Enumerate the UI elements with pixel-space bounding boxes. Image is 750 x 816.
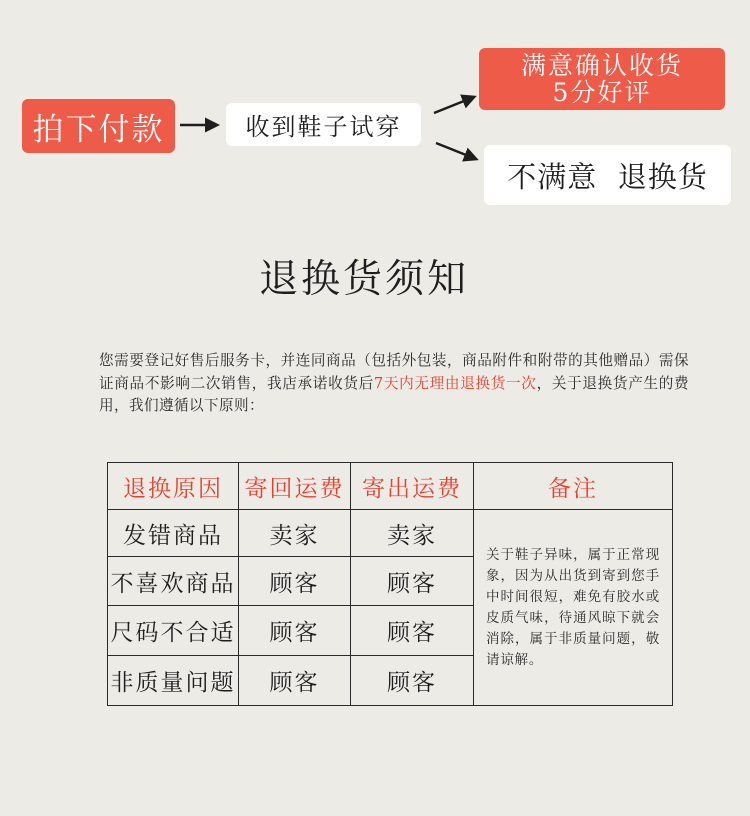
step-pay-label: 拍下付款 — [32, 111, 165, 148]
satisfied-line1: 满意确认收货 — [520, 51, 683, 80]
step-pay — [22, 99, 175, 153]
table-header-row — [108, 463, 673, 510]
row-send-shipping: 顾客 — [351, 557, 474, 606]
unsatisfied-label: 不满意 退换货 — [507, 159, 708, 194]
arrow-to-satisfied — [434, 97, 474, 113]
satisfied-line2: 5分好评 — [552, 78, 652, 107]
notice-text-before: 您需要登记好售后服务卡，并连同商品（包括外包装，商品附件和附带的其他赠品）需保证商品不影响二次销售，我店承诺收货后 — [99, 352, 689, 392]
policy-table — [107, 462, 673, 706]
row-reason: 不喜欢商品 — [108, 557, 239, 606]
step-unsatisfied — [484, 145, 731, 205]
row-return-shipping: 顾客 — [239, 606, 351, 656]
row-return-shipping: 顾客 — [239, 557, 351, 606]
row-send-shipping: 卖家 — [351, 510, 474, 557]
row-send-shipping: 顾客 — [351, 606, 474, 656]
step-receive — [226, 103, 421, 146]
step-receive-label: 收到鞋子试穿 — [245, 113, 402, 141]
table-note: 关于鞋子异味，属于正常现象，因为从出货到寄到您手中时间很短，难免有胶水或皮质气味，待通风晾下就会消除，属于非质量问题，敬请谅解。 — [474, 510, 673, 706]
row-reason: 尺码不合适 — [108, 606, 239, 656]
header-note: 备注 — [474, 463, 673, 510]
notice-text-after: ，关于退换货产生的费用，我们遵循以下原则： — [99, 374, 689, 414]
arrow-to-unsatisfied — [436, 143, 476, 159]
row-send-shipping: 顾客 — [351, 656, 474, 706]
row-reason: 发错商品 — [108, 510, 239, 557]
notice-highlight: 7天内无理由退换货一次 — [373, 374, 537, 392]
page-title: 退换货须知 — [258, 257, 469, 302]
row-reason: 非质量问题 — [108, 656, 239, 706]
step-satisfied — [479, 48, 725, 110]
row-return-shipping: 顾客 — [239, 656, 351, 706]
header-reason: 退换原因 — [108, 463, 239, 510]
header-send-shipping: 寄出运费 — [351, 463, 474, 510]
row-return-shipping: 卖家 — [239, 510, 351, 557]
notice-paragraph — [99, 350, 689, 418]
table-row — [108, 510, 673, 557]
header-return-shipping: 寄回运费 — [239, 463, 351, 510]
